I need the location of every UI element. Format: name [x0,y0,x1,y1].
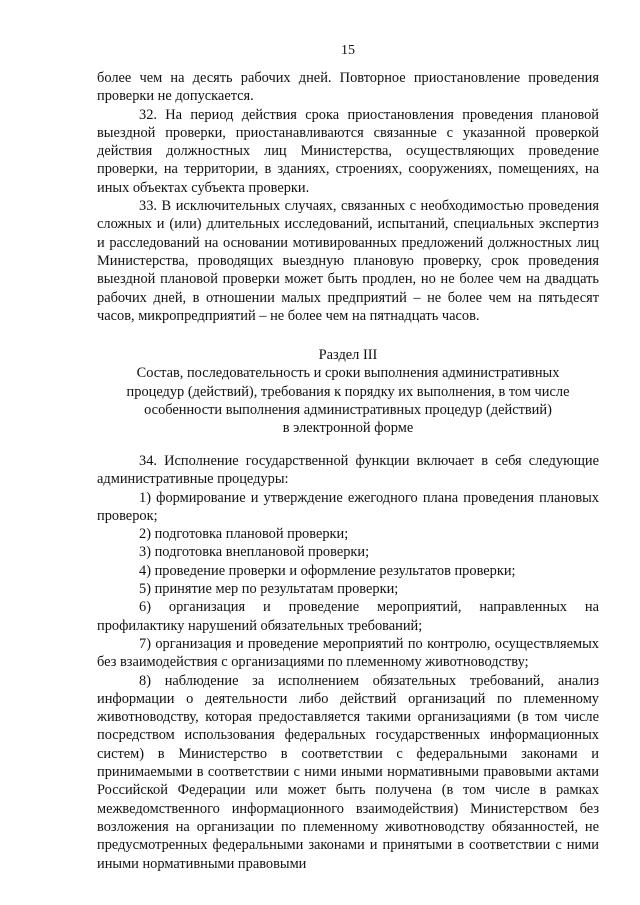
section-title-line: процедур (действий), требования к порядку их выполнения, в том числе [126,383,570,400]
list-item-4: 4) проведение проверки и оформление результатов проверки; [139,562,516,579]
section-title-line: особенности выполнения административных процедур (действий) [144,401,552,418]
text-block-top [97,69,599,325]
section-header [97,346,599,437]
page-number: 15 [341,43,355,58]
paragraph-33: 33. В исключительных случаях, связанных с необходимостью проведения сложных и (или) длительных исследований, испытаний, специальных экспертиз и расследований на основании мотивированных предложений должностных лиц Министерства, проводящих выездную плановую проверку, срок проведения выездной плановой проверки может быть продлен, но не более чем на двадцать рабочих дней, в отношении малых предприятий – не более чем на пятьдесят часов, микропредприятий – не более чем на пятнадцать часов. [97,198,599,324]
paragraph-32: 32. На период действия срока приостановления проведения плановой выездной проверки, приостанавливаются связанные с указанной проверкой действия должностных лиц Министерства, осуществляющих проведение проверки, на территории, в зданиях, строениях, сооружениях, помещениях, на иных объектах субъекта проверки. [97,106,599,196]
list-item-8: 8) наблюдение за исполнением обязательных требований, анализ информации о деятельности либо действий организаций по племенному животноводству, которая предоставляется такими организациями (в том числе посредством использования федеральных государственных информационных систем) в Министерство в соответствии с федеральными законами и принимаемыми в соответствии с ними иными нормативными правовыми актами Российской Федерации или может быть получена (в том числе в рамках межведомственного информационного взаимодействия) Министерством без возложения на организации по племенному животноводству обязанностей, не предусмотренных федеральными законами и принятыми в соответствии с ними иными нормативными правовыми [97,672,599,872]
section-heading: Раздел III [318,347,378,363]
list-item-2: 2) подготовка плановой проверки; [139,526,349,543]
paragraph-34: 34. Исполнение государственной функции включает в себя следующие административные процедуры: [97,453,599,488]
list-item-7: 7) организация и проведение мероприятий по контролю, осуществляемых без взаимодействия с организациями по племенному животноводству; [97,635,599,671]
list-item-6: 6) организация и проведение мероприятий, направленных на профилактику нарушений обязательных требований; [97,599,599,634]
section-title-line: в электронной форме [282,420,414,437]
paragraph-continuation: более чем на десять рабочих дней. Повторное приостановление проведения проверки не допускается. [97,70,599,105]
list-item-5: 5) принятие мер по результатам проверки; [139,581,399,598]
list-item-1: 1) формирование и утверждение ежегодного плана проведения плановых проверок; [97,489,599,524]
text-block-bottom [97,452,599,873]
list-item-3: 3) подготовка внеплановой проверки; [139,544,370,561]
section-title-line: Состав, последовательность и сроки выполнения административных [136,365,560,382]
